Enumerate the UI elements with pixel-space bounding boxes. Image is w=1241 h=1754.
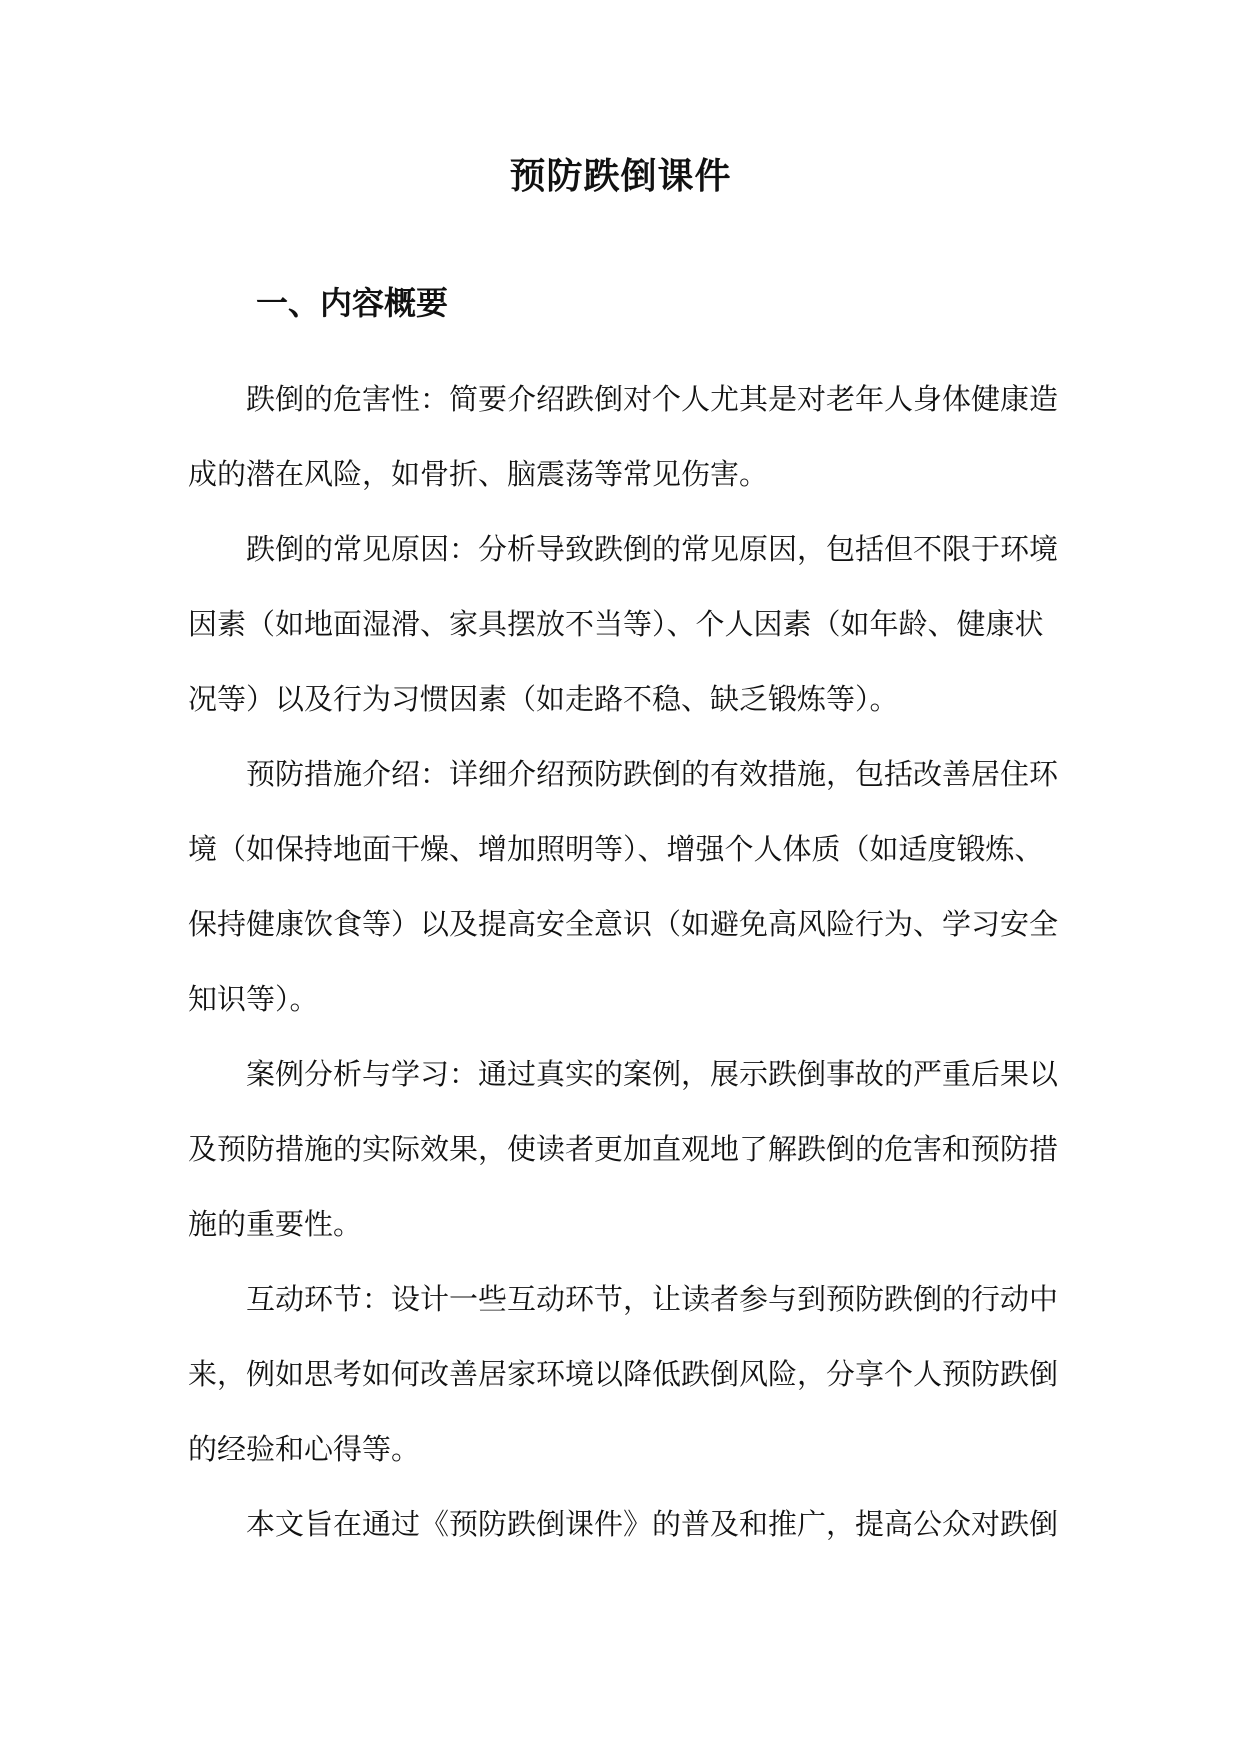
paragraph-line: 互动环节：设计一些互动环节，让读者参与到预防跌倒的行动中 xyxy=(246,1282,1059,1316)
paragraph-line: 及预防措施的实际效果，使读者更加直观地了解跌倒的危害和预防措 xyxy=(188,1132,1059,1166)
section-heading: 一、内容概要 xyxy=(256,284,449,322)
paragraph-line: 跌倒的常见原因：分析导致跌倒的常见原因，包括但不限于环境 xyxy=(246,532,1059,566)
paragraph-line: 况等）以及行为习惯因素（如走路不稳、缺乏锻炼等）。 xyxy=(188,682,899,716)
paragraph-line: 成的潜在风险，如骨折、脑震荡等常见伤害。 xyxy=(188,457,769,491)
paragraph-cases xyxy=(188,1037,1060,1262)
paragraph-line: 的经验和心得等。 xyxy=(188,1432,421,1466)
document-body xyxy=(188,362,1060,1562)
paragraph-line: 来，例如思考如何改善居家环境以降低跌倒风险，分享个人预防跌倒 xyxy=(188,1357,1059,1391)
paragraph-interaction xyxy=(188,1262,1060,1487)
paragraph-line: 预防措施介绍：详细介绍预防跌倒的有效措施，包括改善居住环 xyxy=(246,757,1059,791)
paragraph-line: 知识等）。 xyxy=(188,982,319,1016)
paragraph-causes xyxy=(188,512,1060,737)
paragraph-measures xyxy=(188,737,1060,1037)
paragraph-line: 因素（如地面湿滑、家具摆放不当等）、个人因素（如年龄、健康状 xyxy=(188,607,1044,641)
paragraph-line: 保持健康饮食等）以及提高安全意识（如避免高风险行为、学习安全 xyxy=(188,907,1059,941)
paragraph-line: 本文旨在通过《预防跌倒课件》的普及和推广，提高公众对跌倒 xyxy=(246,1507,1059,1541)
paragraph-line: 境（如保持地面干燥、增加照明等）、增强个人体质（如适度锻炼、 xyxy=(188,832,1044,866)
paragraph-line: 案例分析与学习：通过真实的案例，展示跌倒事故的严重后果以 xyxy=(246,1057,1059,1091)
paragraph-line: 施的重要性。 xyxy=(188,1207,363,1241)
document-title: 预防跌倒课件 xyxy=(509,155,732,197)
paragraph-purpose xyxy=(188,1487,1060,1562)
paragraph-line: 跌倒的危害性：简要介绍跌倒对个人尤其是对老年人身体健康造 xyxy=(246,382,1059,416)
paragraph-hazards xyxy=(188,362,1060,512)
